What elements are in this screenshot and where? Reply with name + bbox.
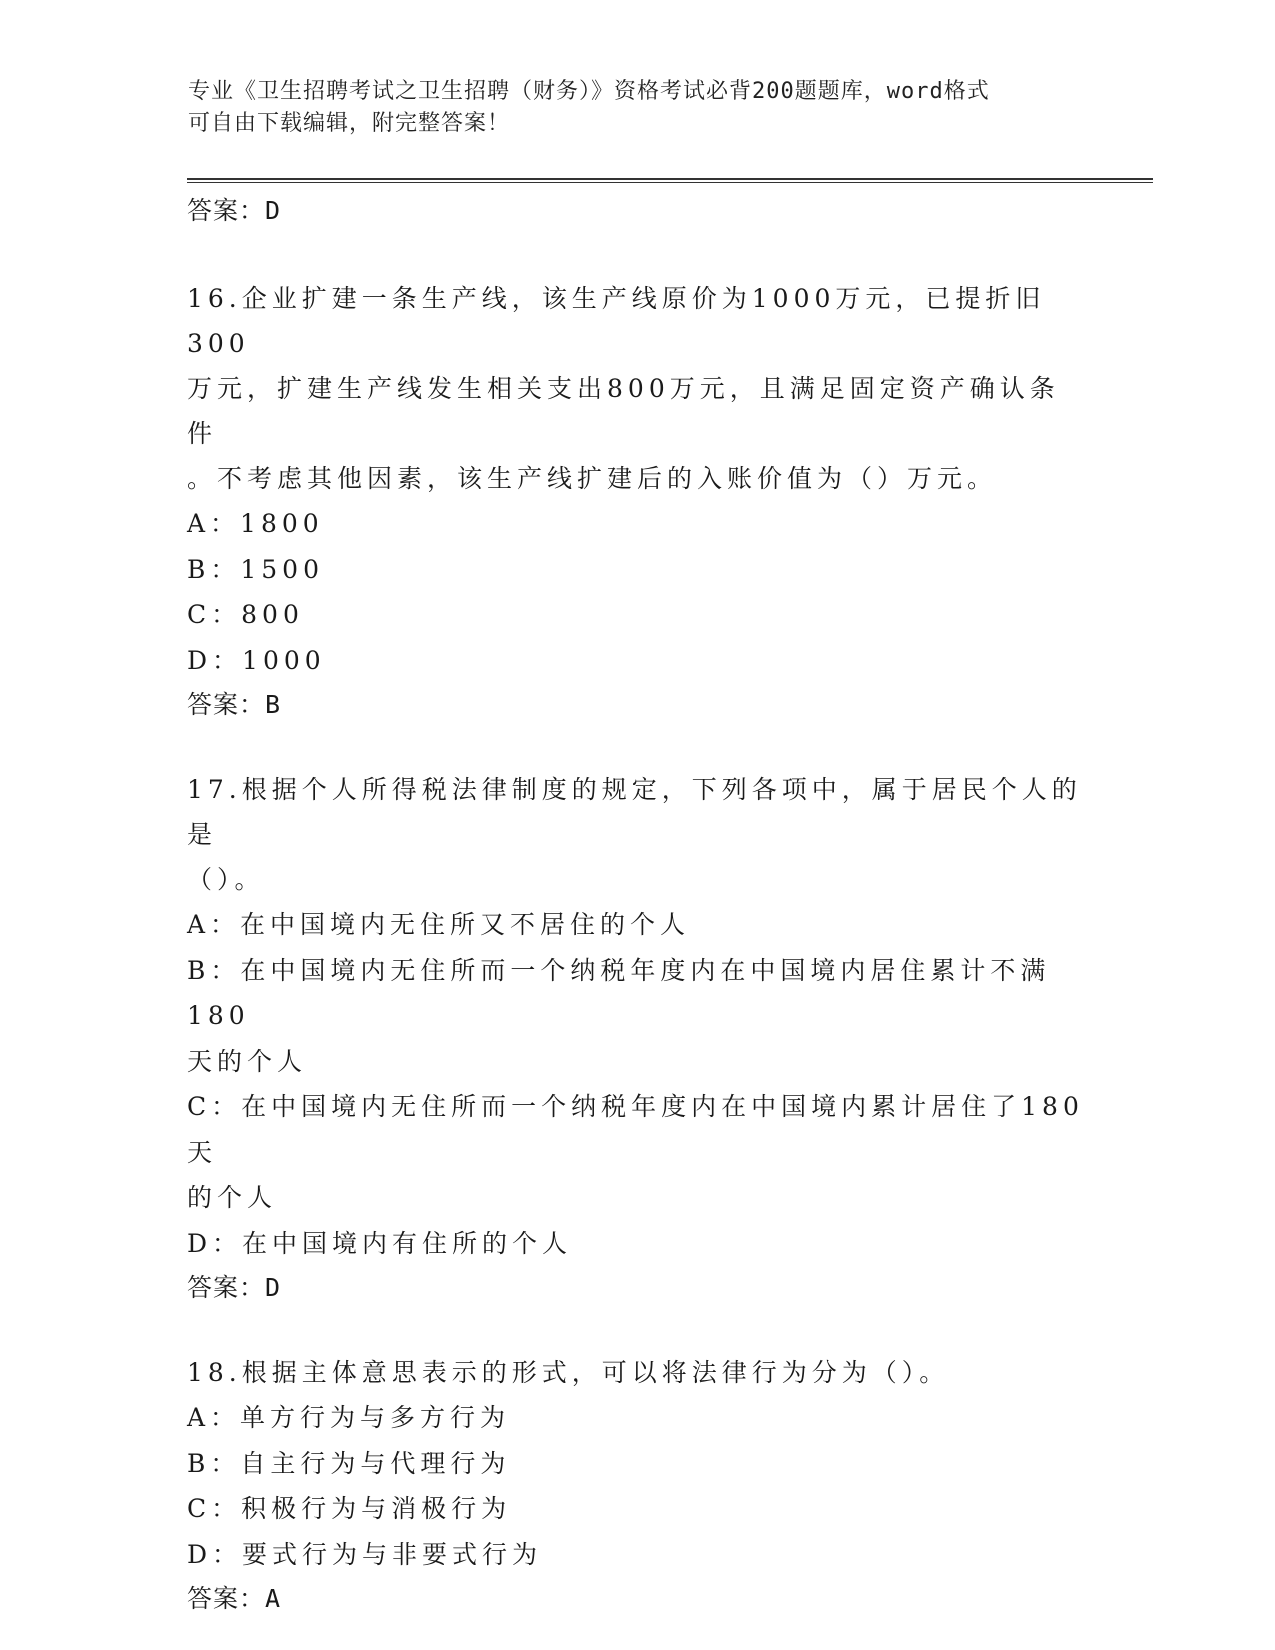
document-body — [187, 188, 1087, 1621]
question-stem-line: 18.根据主体意思表示的形式，可以将法律行为分为（）。 — [187, 1358, 950, 1387]
option-a: A：1800 — [187, 509, 324, 538]
option-b: B：自主行为与代理行为 — [187, 1448, 511, 1478]
option-d: D：要式行为与非要式行为 — [187, 1539, 543, 1569]
previous-answer: 答案：D — [187, 196, 282, 225]
option-c: C：在中国境内无住所而一个纳税年度内在中国境内累计居住了180天 — [187, 1092, 1084, 1167]
option-b: B：1500 — [187, 554, 324, 584]
option-a: A：单方行为与多方行为 — [187, 1403, 511, 1432]
question-stem-line: 17.根据个人所得税法律制度的规定，下列各项中，属于居民个人的是 — [187, 775, 1082, 849]
question-stem-line: 16.企业扩建一条生产线，该生产线原价为1000万元，已提折旧300 — [187, 284, 1046, 358]
option-d: D：1000 — [187, 645, 326, 675]
option-b: B：在中国境内无住所而一个纳税年度内在中国境内居住累计不满180 — [187, 955, 1051, 1030]
question-stem-line: 万元，扩建生产线发生相关支出800万元，且满足固定资产确认条件 — [187, 374, 1060, 448]
question-stem-line: （）。 — [187, 865, 265, 894]
option-c-continued: 的个人 — [187, 1183, 278, 1212]
option-d: D：在中国境内有住所的个人 — [187, 1228, 573, 1258]
option-b-continued: 天的个人 — [187, 1046, 308, 1076]
header-line-1: 专业《卫生招聘考试之卫生招聘（财务）》资格考试必背200题题库，word格式 — [188, 79, 990, 104]
question-17 — [187, 767, 1087, 1310]
option-a: A：在中国境内无住所又不居住的个人 — [187, 910, 691, 939]
question-18 — [187, 1350, 1087, 1621]
option-c: C：800 — [187, 600, 304, 629]
question-stem-line: 。不考虑其他因素，该生产线扩建后的入账价值为（）万元。 — [187, 464, 998, 493]
page-header — [188, 76, 1068, 140]
answer-line: 答案：A — [187, 1584, 282, 1613]
answer-line: 答案：D — [187, 1273, 282, 1302]
option-c: C：积极行为与消极行为 — [187, 1494, 512, 1523]
header-line-2: 可自由下载编辑，附完整答案！ — [188, 111, 511, 136]
header-divider — [187, 178, 1153, 183]
answer-line: 答案：B — [187, 690, 282, 719]
question-16 — [187, 276, 1087, 727]
